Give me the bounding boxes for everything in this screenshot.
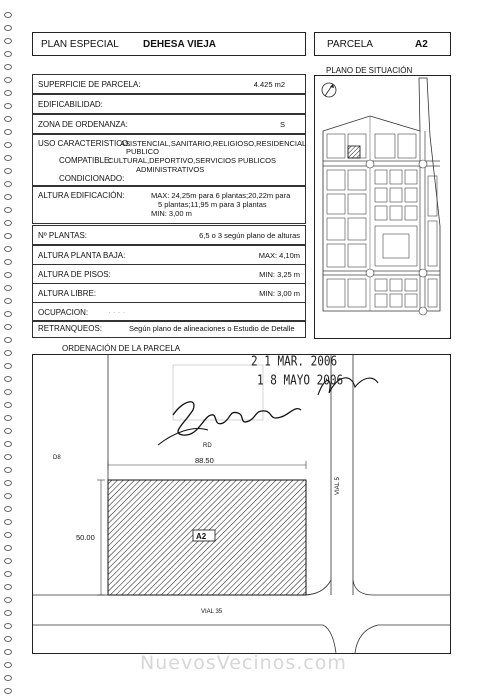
binding-hole <box>4 298 12 304</box>
binding-hole <box>4 12 12 18</box>
condicionado-label: CONDICIONADO: <box>59 174 125 183</box>
altura-edificacion-label: ALTURA EDIFICACIÓN: <box>38 191 125 200</box>
zona-label: ZONA DE ORDENANZA: <box>38 120 128 129</box>
highlighted-parcel <box>348 146 360 158</box>
field-pisos <box>32 264 306 284</box>
parcel-a2-label: A2 <box>196 532 207 541</box>
binding-hole <box>4 337 12 343</box>
pisos-value: MIN: 3,25 m <box>259 270 300 279</box>
binding-hole <box>4 571 12 577</box>
edificabilidad-label: EDIFICABILIDAD: <box>38 100 103 109</box>
binding-hole <box>4 194 12 200</box>
location-map-drawing <box>315 76 450 338</box>
binding-hole <box>4 662 12 668</box>
binding-hole <box>4 493 12 499</box>
compatible-line1: CULTURAL,DEPORTIVO,SERVICIOS PUBLICOS <box>108 156 276 165</box>
binding-hole <box>4 77 12 83</box>
binding-hole <box>4 675 12 681</box>
binding-hole <box>4 350 12 356</box>
binding-hole <box>4 324 12 330</box>
altura-edificacion-line1: MAX: 24,25m para 6 plantas;20,22m para <box>151 191 291 200</box>
plan-name: DEHESA VIEJA <box>143 39 216 50</box>
ordenacion-plan <box>32 354 451 654</box>
signature <box>173 402 301 435</box>
binding-hole <box>4 259 12 265</box>
parcel-header <box>314 32 451 56</box>
field-zona <box>32 114 306 134</box>
binding-hole <box>4 545 12 551</box>
plantas-value: 6,5 o 3 según plano de alturas <box>199 231 300 240</box>
binding-hole <box>4 636 12 642</box>
ordenacion-title: ORDENACIÓN DE LA PARCELA <box>62 344 181 353</box>
uso-value-line1: ASISTENCIAL,SANITARIO,RELIGIOSO,RESIDENCIAL <box>120 139 307 148</box>
field-libre <box>32 283 306 303</box>
field-superficie <box>32 74 306 94</box>
binding-hole <box>4 415 12 421</box>
binding-hole <box>4 480 12 486</box>
binding-hole <box>4 220 12 226</box>
binding-hole <box>4 402 12 408</box>
binding-hole <box>4 246 12 252</box>
parcel-id: A2 <box>415 39 428 50</box>
binding-hole <box>4 454 12 460</box>
retranqueos-value: Según plano de alineaciones o Estudio de Detalle <box>129 324 295 333</box>
binding-hole <box>4 649 12 655</box>
binding-hole <box>4 519 12 525</box>
binding-hole <box>4 428 12 434</box>
binding-hole <box>4 64 12 70</box>
planta-baja-value: MAX: 4,10m <box>258 251 300 260</box>
stamp-date-1: 2 1 MAR. 2006 <box>251 353 338 370</box>
binding-hole <box>4 51 12 57</box>
binding-hole <box>4 38 12 44</box>
binding-hole <box>4 389 12 395</box>
label-d8: D8 <box>53 455 61 461</box>
compatible-label: COMPATIBLE: <box>59 156 112 165</box>
libre-label: ALTURA LIBRE: <box>38 289 97 298</box>
binding-hole <box>4 610 12 616</box>
binding-hole <box>4 155 12 161</box>
ocupacion-label: OCUPACION: <box>38 308 89 317</box>
field-altura-edificacion <box>32 186 306 224</box>
binding-hole <box>4 441 12 447</box>
binding-hole <box>4 376 12 382</box>
field-planta-baja <box>32 245 306 265</box>
field-uso <box>32 134 306 186</box>
binding-hole <box>4 623 12 629</box>
label-vial-5: VIAL 5 <box>335 477 341 495</box>
binding-hole <box>4 181 12 187</box>
field-edificabilidad <box>32 94 306 114</box>
plan-label: PLAN ESPECIAL <box>41 39 119 50</box>
uso-label: USO CARACTERISTICO: <box>38 139 131 148</box>
binding-hole <box>4 168 12 174</box>
retranqueos-label: RETRANQUEOS: <box>38 324 103 333</box>
binding-hole <box>4 532 12 538</box>
compatible-line2: ADMINISTRATIVOS <box>136 165 205 174</box>
zona-value: S <box>279 120 285 129</box>
binding-hole <box>4 142 12 148</box>
uso-value-line2: PUBLICO <box>126 147 159 156</box>
field-plantas <box>32 225 306 245</box>
superficie-value: 4.425 m2 <box>253 80 285 89</box>
parcel-label: PARCELA <box>327 39 373 50</box>
ocupacion-faint-marks: · · · · <box>108 308 126 317</box>
binding-hole <box>4 25 12 31</box>
binding-hole <box>4 233 12 239</box>
altura-edificacion-line3: MIN: 3,00 m <box>151 209 192 218</box>
binding-hole <box>4 90 12 96</box>
binding-hole <box>4 688 12 694</box>
binding-hole <box>4 103 12 109</box>
dim-height: 50.00 <box>76 533 95 542</box>
superficie-label: SUPERFICIE DE PARCELA: <box>38 80 141 89</box>
field-retranqueos <box>32 320 306 338</box>
north-arrow-icon <box>322 83 336 97</box>
dim-width: 88.50 <box>195 456 214 465</box>
binding-hole <box>4 584 12 590</box>
planta-baja-label: ALTURA PLANTA BAJA: <box>38 251 126 260</box>
plantas-label: Nº PLANTAS: <box>38 231 88 240</box>
location-map <box>314 75 451 339</box>
field-ocupacion <box>32 302 306 322</box>
binding-hole <box>4 272 12 278</box>
label-rd: RD <box>203 443 212 449</box>
libre-value: MIN: 3,00 m <box>259 289 300 298</box>
binding-hole <box>4 116 12 122</box>
binding-hole <box>4 363 12 369</box>
binding-hole <box>4 467 12 473</box>
binding-hole <box>4 129 12 135</box>
label-vial-35: VIAL 35 <box>201 609 223 615</box>
binding-hole <box>4 311 12 317</box>
plan-header <box>32 32 306 56</box>
binding-hole <box>4 285 12 291</box>
altura-edificacion-line2: 5 plantas;11,95 m para 3 plantas <box>158 200 267 209</box>
watermark: NuevosVecinos.com <box>140 652 347 674</box>
ordenacion-drawing <box>33 355 450 653</box>
location-map-title: PLANO DE SITUACIÓN <box>326 66 413 75</box>
binding-hole <box>4 597 12 603</box>
binding-hole <box>4 207 12 213</box>
stamp-date-2: 1 8 MAYO 2006 <box>257 372 344 389</box>
binding-hole <box>4 506 12 512</box>
binding-hole <box>4 558 12 564</box>
pisos-label: ALTURA DE PISOS: <box>38 270 111 279</box>
binding-holes <box>0 0 14 700</box>
